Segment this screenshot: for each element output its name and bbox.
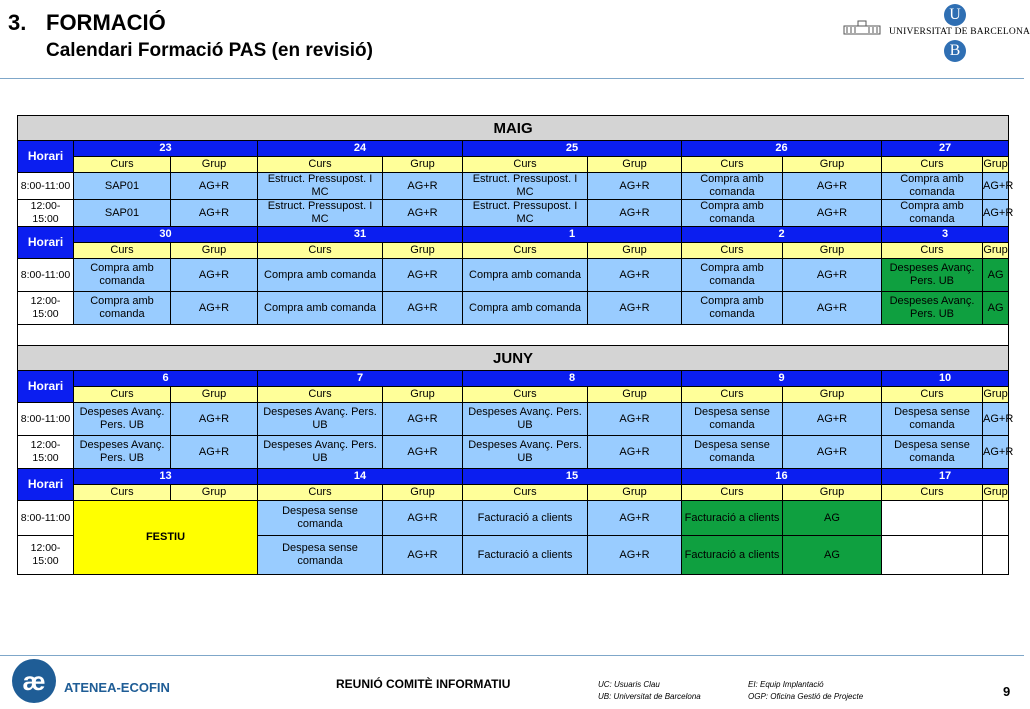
course-cell: Compra amb comanda — [74, 259, 171, 292]
day-number: 25 — [463, 141, 682, 157]
training-calendar — [17, 115, 1014, 575]
group-cell: AG+R — [383, 292, 463, 325]
curs-header: Curs — [463, 387, 588, 403]
course-cell: Despeses Avanç. Pers. UB — [882, 259, 983, 292]
group-cell: AG+R — [383, 536, 463, 575]
month-title: JUNY — [18, 346, 1009, 371]
day-number: 13 — [74, 469, 258, 485]
course-cell: Despeses Avanç. Pers. UB — [463, 403, 588, 436]
course-cell: Despeses Avanç. Pers. UB — [74, 403, 171, 436]
ub-logo-text: UNIVERSITAT DE BARCELONA — [889, 27, 1030, 37]
group-cell: AG+R — [383, 403, 463, 436]
holiday-cell: FESTIU — [74, 501, 258, 575]
time-slot: 12:00-15:00 — [18, 436, 74, 469]
course-cell: Estruct. Pressupost. I MC — [258, 200, 383, 227]
day-number-row — [18, 371, 1009, 387]
day-number: 15 — [463, 469, 682, 485]
curs-header: Curs — [258, 243, 383, 259]
page-number: 9 — [1003, 684, 1011, 699]
horari-label: Horari — [18, 469, 74, 501]
day-number: 23 — [74, 141, 258, 157]
curs-header: Curs — [882, 243, 983, 259]
day-number: 3 — [882, 227, 1009, 243]
course-cell: Facturació a clients — [463, 536, 588, 575]
course-cell: Estruct. Pressupost. I MC — [258, 173, 383, 200]
time-slot-row — [18, 501, 1009, 536]
curs-header: Curs — [682, 157, 783, 173]
course-cell: Compra amb comanda — [682, 259, 783, 292]
legend-uc: UC: Usuaris Clau — [598, 680, 660, 689]
course-cell: Compra amb comanda — [463, 259, 588, 292]
grup-header: Grup — [171, 485, 258, 501]
course-cell: Compra amb comanda — [74, 292, 171, 325]
course-cell: Compra amb comanda — [882, 173, 983, 200]
grup-header: Grup — [383, 485, 463, 501]
grup-header: Grup — [983, 485, 1009, 501]
group-cell: AG+R — [783, 436, 882, 469]
day-number: 14 — [258, 469, 463, 485]
day-number: 7 — [258, 371, 463, 387]
grup-header: Grup — [383, 387, 463, 403]
group-cell: AG+R — [171, 436, 258, 469]
time-slot-row — [18, 292, 1009, 325]
course-cell: Facturació a clients — [682, 501, 783, 536]
month-title: MAIG — [18, 116, 1009, 141]
group-cell: AG+R — [588, 501, 682, 536]
group-cell: AG+R — [783, 292, 882, 325]
group-cell: AG — [983, 292, 1009, 325]
course-cell: Despesa sense comanda — [682, 436, 783, 469]
day-number: 9 — [682, 371, 882, 387]
horari-label: Horari — [18, 141, 74, 173]
day-number: 1 — [463, 227, 682, 243]
time-slot: 12:00-15:00 — [18, 292, 74, 325]
group-cell: AG+R — [383, 501, 463, 536]
group-cell: AG+R — [983, 200, 1009, 227]
legend-ub: UB: Universitat de Barcelona — [598, 692, 701, 701]
time-slot: 8:00-11:00 — [18, 403, 74, 436]
legend-ogp: OGP: Oficina Gestió de Projecte — [748, 692, 864, 701]
day-number: 2 — [682, 227, 882, 243]
grup-header: Grup — [783, 485, 882, 501]
ub-logo-u: U — [944, 4, 966, 26]
day-number: 10 — [882, 371, 1009, 387]
curs-header: Curs — [882, 387, 983, 403]
month-gap — [18, 325, 1009, 346]
day-number: 8 — [463, 371, 682, 387]
course-cell: Despesa sense comanda — [682, 403, 783, 436]
group-cell: AG+R — [171, 173, 258, 200]
group-cell: AG+R — [171, 259, 258, 292]
grup-header: Grup — [588, 485, 682, 501]
course-cell: Despesa sense comanda — [882, 403, 983, 436]
time-slot-row — [18, 173, 1009, 200]
legend-ei: EI: Equip Implantació — [748, 680, 824, 689]
grup-header: Grup — [588, 387, 682, 403]
grup-header: Grup — [171, 157, 258, 173]
group-cell: AG+R — [983, 173, 1009, 200]
building-icon — [843, 19, 881, 35]
course-cell: Estruct. Pressupost. I MC — [463, 173, 588, 200]
time-slot-row — [18, 200, 1009, 227]
group-cell: AG+R — [588, 403, 682, 436]
day-number: 26 — [682, 141, 882, 157]
grup-header: Grup — [783, 157, 882, 173]
grup-header: Grup — [983, 387, 1009, 403]
curs-header: Curs — [463, 485, 588, 501]
course-cell: Despesa sense comanda — [258, 501, 383, 536]
footer-divider — [0, 655, 1024, 656]
grup-header: Grup — [983, 243, 1009, 259]
curs-header: Curs — [463, 243, 588, 259]
grup-header: Grup — [171, 387, 258, 403]
ub-logo-b: B — [944, 40, 966, 62]
day-number: 6 — [74, 371, 258, 387]
grup-header: Grup — [783, 387, 882, 403]
group-cell: AG+R — [588, 292, 682, 325]
course-cell: Despeses Avanç. Pers. UB — [258, 436, 383, 469]
header-divider — [0, 78, 1024, 79]
course-cell: Estruct. Pressupost. I MC — [463, 200, 588, 227]
curs-grup-header-row — [18, 387, 1009, 403]
group-cell: AG+R — [383, 436, 463, 469]
course-cell: Despeses Avanç. Pers. UB — [74, 436, 171, 469]
course-cell: Despesa sense comanda — [882, 436, 983, 469]
day-number-row — [18, 141, 1009, 157]
time-slot: 8:00-11:00 — [18, 501, 74, 536]
course-cell: SAP01 — [74, 200, 171, 227]
day-number: 31 — [258, 227, 463, 243]
course-cell: Compra amb comanda — [682, 173, 783, 200]
curs-header: Curs — [74, 387, 171, 403]
day-number: 17 — [882, 469, 1009, 485]
group-cell: AG+R — [171, 403, 258, 436]
curs-header: Curs — [682, 243, 783, 259]
curs-header: Curs — [258, 485, 383, 501]
group-cell: AG+R — [783, 200, 882, 227]
time-slot: 12:00-15:00 — [18, 536, 74, 575]
time-slot-row — [18, 259, 1009, 292]
grup-header: Grup — [588, 243, 682, 259]
horari-label: Horari — [18, 227, 74, 259]
course-cell: Compra amb comanda — [682, 200, 783, 227]
course-cell: Compra amb comanda — [463, 292, 588, 325]
curs-header: Curs — [463, 157, 588, 173]
course-cell: Facturació a clients — [682, 536, 783, 575]
day-number-row — [18, 227, 1009, 243]
course-cell: Compra amb comanda — [258, 292, 383, 325]
group-cell: AG+R — [588, 200, 682, 227]
grup-header: Grup — [383, 243, 463, 259]
day-number: 16 — [682, 469, 882, 485]
course-cell — [882, 536, 983, 575]
group-cell: AG+R — [588, 259, 682, 292]
group-cell: AG+R — [383, 259, 463, 292]
group-cell: AG+R — [383, 173, 463, 200]
curs-header: Curs — [882, 485, 983, 501]
group-cell: AG+R — [983, 436, 1009, 469]
section-number: 3. — [8, 10, 27, 35]
group-cell: AG+R — [783, 403, 882, 436]
month-row — [18, 346, 1009, 371]
day-number: 27 — [882, 141, 1009, 157]
grup-header: Grup — [783, 243, 882, 259]
group-cell: AG — [783, 536, 882, 575]
month-row — [18, 116, 1009, 141]
page-subtitle: Calendari Formació PAS (en revisió) — [46, 40, 373, 61]
course-cell: Compra amb comanda — [258, 259, 383, 292]
curs-header: Curs — [682, 485, 783, 501]
course-cell: Despeses Avanç. Pers. UB — [258, 403, 383, 436]
curs-header: Curs — [74, 485, 171, 501]
svg-text:æ: æ — [22, 666, 46, 696]
atenea-ecofin-logo-icon — [10, 657, 58, 705]
grup-header: Grup — [983, 157, 1009, 173]
grup-header: Grup — [171, 243, 258, 259]
group-cell: AG+R — [783, 259, 882, 292]
group-cell: AG+R — [171, 200, 258, 227]
course-cell: Facturació a clients — [463, 501, 588, 536]
time-slot-row — [18, 403, 1009, 436]
time-slot-row — [18, 436, 1009, 469]
day-number: 24 — [258, 141, 463, 157]
group-cell: AG+R — [383, 200, 463, 227]
time-slot: 12:00-15:00 — [18, 200, 74, 227]
time-slot: 8:00-11:00 — [18, 259, 74, 292]
spacer — [18, 325, 1009, 346]
curs-grup-header-row — [18, 157, 1009, 173]
course-cell: Compra amb comanda — [682, 292, 783, 325]
course-cell — [882, 501, 983, 536]
horari-label: Horari — [18, 371, 74, 403]
group-cell — [983, 536, 1009, 575]
course-cell: Despesa sense comanda — [258, 536, 383, 575]
group-cell: AG — [783, 501, 882, 536]
group-cell: AG — [983, 259, 1009, 292]
curs-header: Curs — [258, 157, 383, 173]
course-cell: Despeses Avanç. Pers. UB — [882, 292, 983, 325]
grup-header: Grup — [383, 157, 463, 173]
group-cell: AG+R — [983, 403, 1009, 436]
curs-header: Curs — [74, 243, 171, 259]
group-cell: AG+R — [588, 536, 682, 575]
group-cell: AG+R — [588, 173, 682, 200]
curs-grup-header-row — [18, 485, 1009, 501]
curs-grup-header-row — [18, 243, 1009, 259]
group-cell: AG+R — [783, 173, 882, 200]
footer-meeting-title: REUNIÓ COMITÈ INFORMATIU — [336, 677, 511, 691]
course-cell: SAP01 — [74, 173, 171, 200]
group-cell: AG+R — [171, 292, 258, 325]
course-cell: Despeses Avanç. Pers. UB — [463, 436, 588, 469]
group-cell — [983, 501, 1009, 536]
course-cell: Compra amb comanda — [882, 200, 983, 227]
page-title: FORMACIÓ — [46, 10, 166, 35]
curs-header: Curs — [882, 157, 983, 173]
curs-header: Curs — [258, 387, 383, 403]
curs-header: Curs — [74, 157, 171, 173]
day-number: 30 — [74, 227, 258, 243]
footer-brand: ATENEA-ECOFIN — [64, 680, 170, 695]
curs-header: Curs — [682, 387, 783, 403]
group-cell: AG+R — [588, 436, 682, 469]
grup-header: Grup — [588, 157, 682, 173]
day-number-row — [18, 469, 1009, 485]
time-slot: 8:00-11:00 — [18, 173, 74, 200]
